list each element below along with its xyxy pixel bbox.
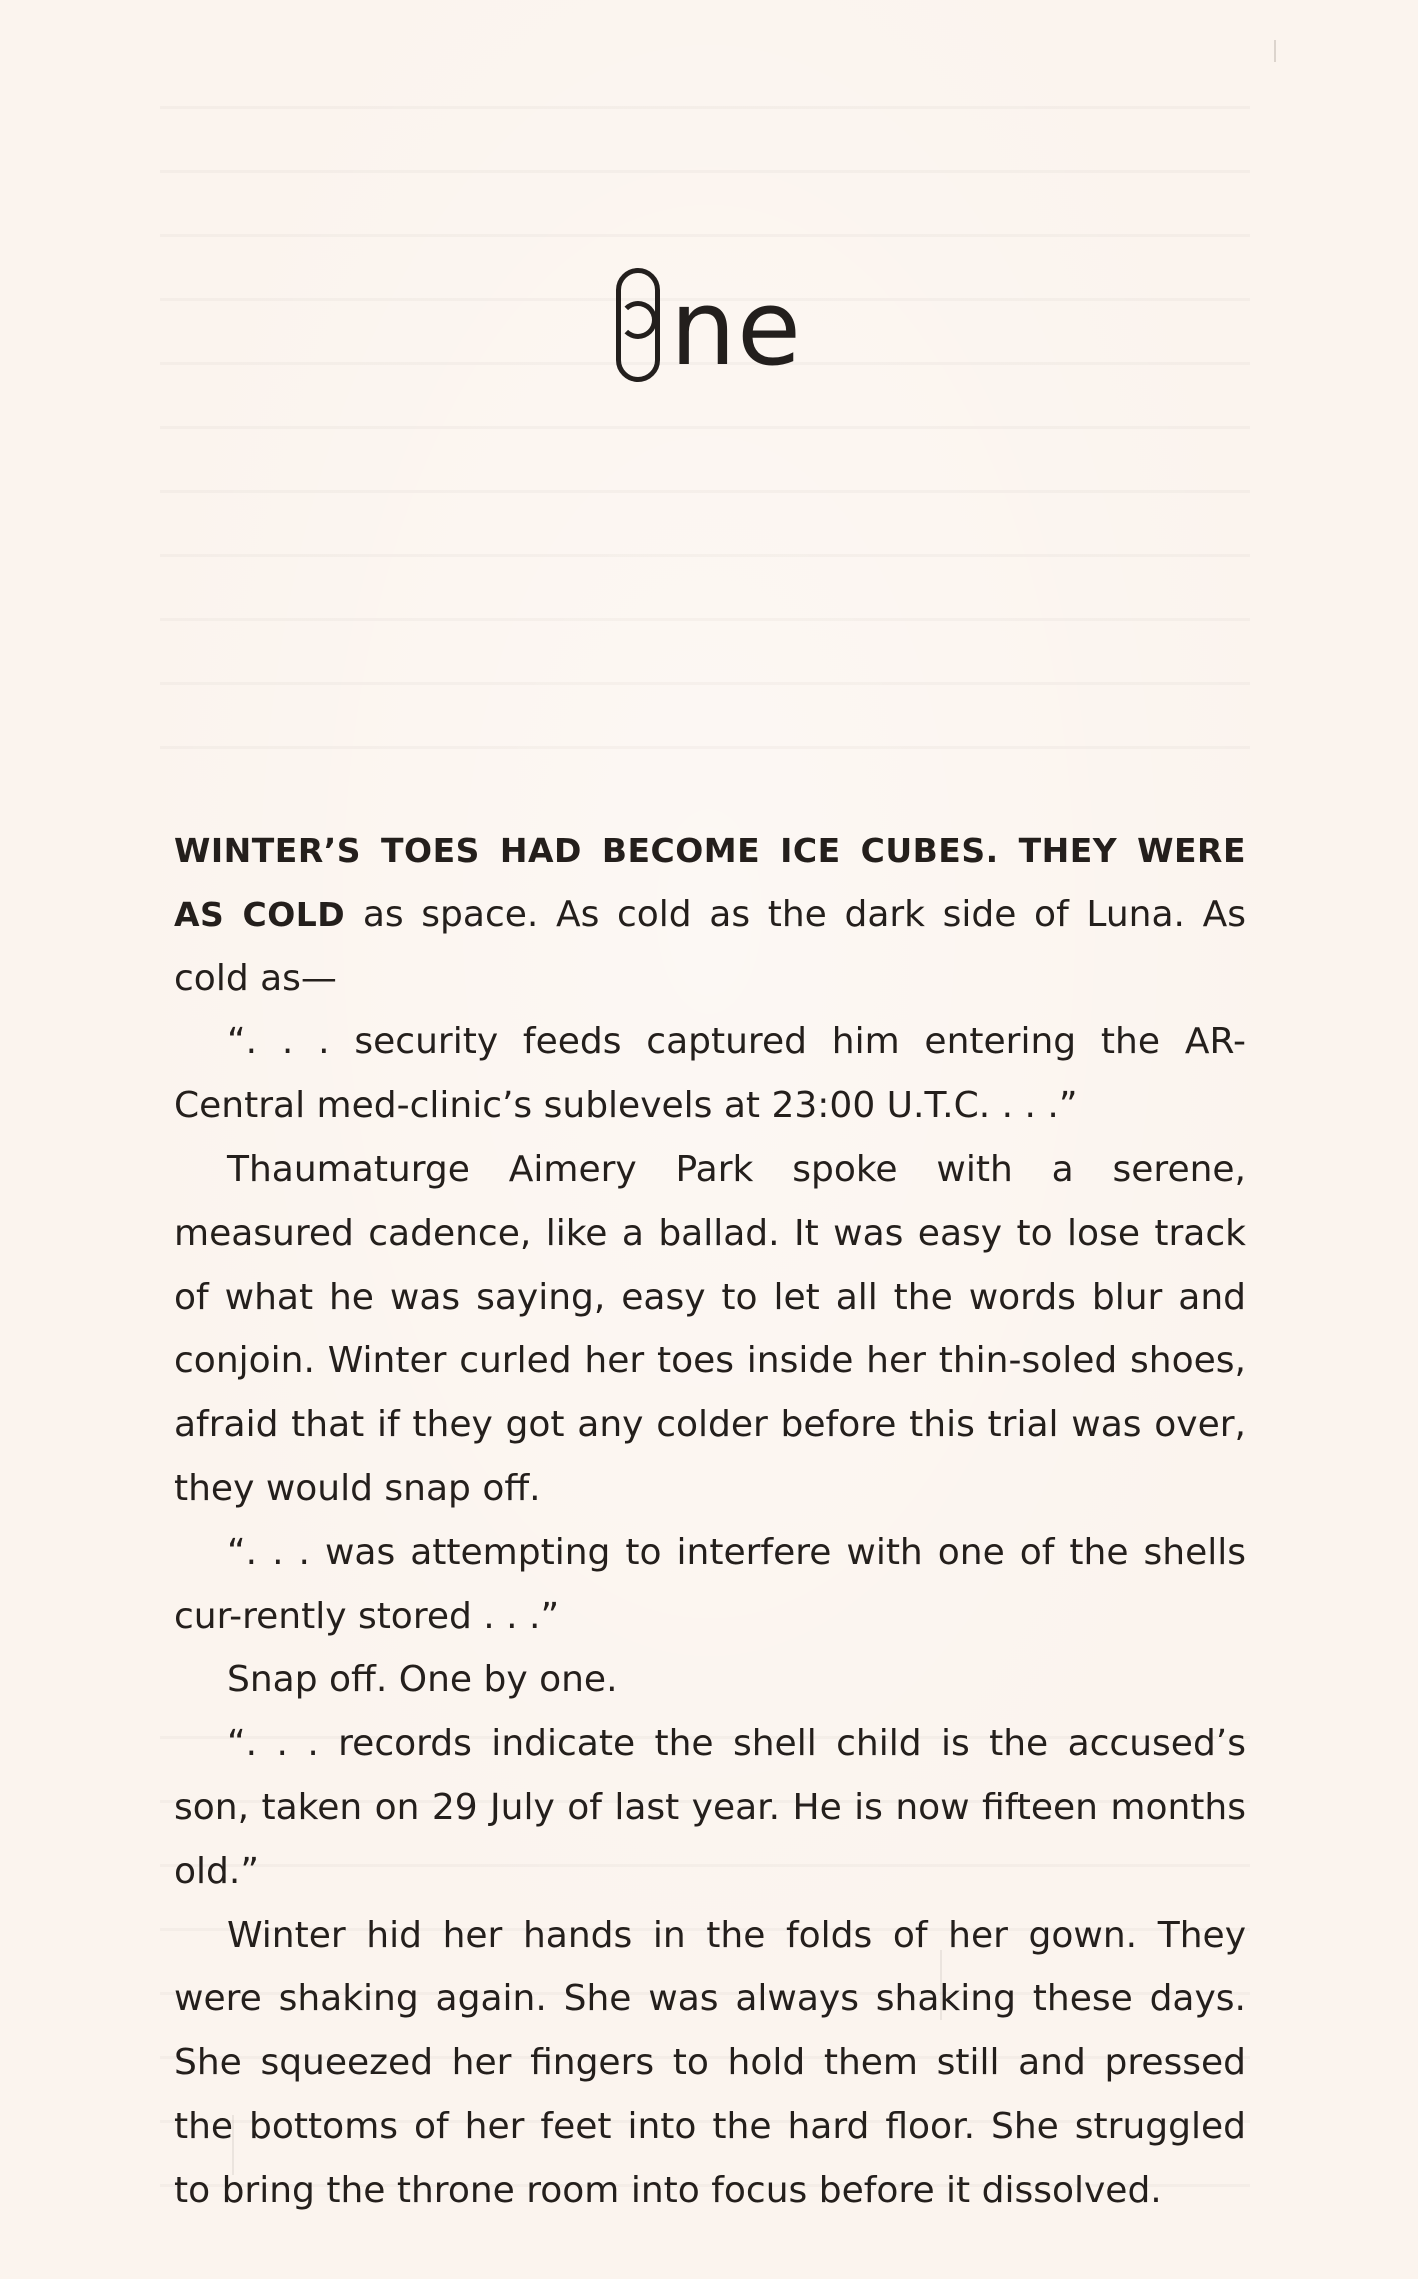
paragraph-3: Thaumaturge Aimery Park spoke with a serene, measured cadence, like a ballad. It was easy to lose track of what he was saying, easy to let all the words blur and conjoin. Winter curled her toes inside her thin-soled shoes, afraid that if they got any colder before this trial was over, they would snap off.: [174, 1148, 1246, 1509]
chapter-title-rest: ne: [670, 266, 802, 389]
paragraph-7: Winter hid her hands in the folds of her gown. They were shaking again. She was always shaking these days. She squeezed her fingers to hold them still and pressed the bottoms of her feet into the hard floor. She struggled to bring the throne room into focus before it dissolved.: [174, 1914, 1246, 2211]
chapter-body: [174, 819, 1246, 2223]
paper-mark: [1274, 40, 1276, 62]
opening-small-caps: WINTER’S TOES HAD BECOME ICE CUBES. THEY WERE AS COLD: [174, 831, 1246, 934]
paragraph-4: “. . . was attempting to interfere with one of the shells cur-rently stored . . .”: [174, 1531, 1246, 1637]
paragraph-1: [174, 819, 1246, 1010]
show-through-text-upper: [160, 60, 1250, 780]
paragraph-6: “. . . records indicate the shell child is the accused’s son, taken on 29 July of last year. He is now fifteen months old.”: [174, 1723, 1246, 1892]
chapter-title-initial-ornament: [616, 268, 660, 382]
paragraph-1-text: as space. As cold as the dark side of Luna. As cold as—: [174, 893, 1246, 999]
chapter-title: [0, 266, 1418, 390]
paragraph-2: “. . . security feeds captured him entering the AR-Central med-clinic’s sublevels at 23:00 U.T.C. . . .”: [174, 1021, 1246, 1127]
paragraph-5: Snap off. One by one.: [227, 1659, 618, 1701]
